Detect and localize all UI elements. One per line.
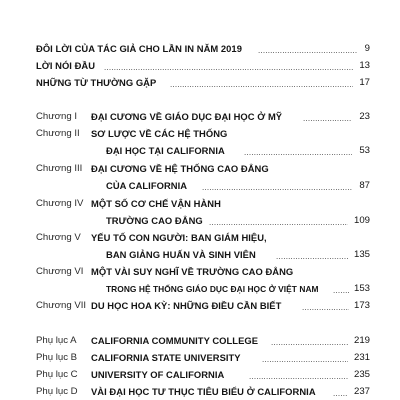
toc-entry-appendix-c: Phụ lục C UNIVERSITY OF CALIFORNIA ..... 235: [0, 367, 400, 383]
toc-entry-chapter-6: [0, 264, 400, 280]
entry-title: YẾU TỐ CON NGƯỜI: BAN GIÁM HIỆU,: [91, 232, 267, 243]
entry-title: UNIVERSITY OF CALIFORNIA: [91, 369, 225, 380]
chapter-label: Chương I: [36, 111, 77, 122]
entry-title-line-2: TRONG HỆ THỐNG GIÁO DỤC ĐẠI HỌC Ở VIỆT NAM: [106, 284, 319, 294]
dot-leader: [170, 75, 353, 91]
dot-leader: [202, 178, 353, 194]
entry-title: CALIFORNIA COMMUNITY COLLEGE: [91, 335, 259, 346]
entry-title: CALIFORNIA STATE UNIVERSITY: [91, 352, 241, 363]
toc-entry-appendix-d: Phụ lục D VÀI ĐẠI HỌC TƯ THỤC TIÊU BIỂU Ở CALIFORNIA ..... 237: [0, 384, 400, 400]
dot-leader: [333, 384, 348, 400]
dot-leader: [333, 281, 349, 297]
appendix-label: Phụ lục B: [36, 352, 78, 363]
entry-title: MỘT SỐ CƠ CHẾ VẬN HÀNH: [91, 198, 221, 209]
toc-entry-foreword-2019: ĐÔI LỜI CỦA TÁC GIẢ CHO LẦN IN NĂM 2019 ..... 9: [0, 41, 400, 57]
toc-entry-chapter-5: [0, 230, 400, 246]
appendix-label: Phụ lục D: [36, 386, 78, 397]
toc-entry-appendix-a: Phụ lục A CALIFORNIA COMMUNITY COLLEGE ..... 219: [0, 333, 400, 349]
entry-title: ĐẠI CƯƠNG VỀ HỆ THỐNG CAO ĐẲNG: [91, 163, 269, 174]
entry-title: ĐẠI CƯƠNG VỀ GIÁO DỤC ĐẠI HỌC Ở MỸ: [91, 111, 283, 122]
entry-title: VÀI ĐẠI HỌC TƯ THỤC TIÊU BIỂU Ở CALIFORNIA: [91, 386, 316, 397]
chapter-label: Chương IV: [36, 198, 84, 209]
entry-title-line-2: CỦA CALIFORNIA: [106, 180, 188, 191]
toc-entry-chapter-3: [0, 161, 400, 177]
entry-title: SƠ LƯỢC VỀ CÁC HỆ THỐNG: [91, 128, 228, 139]
dot-leader: [302, 298, 349, 314]
toc-entry-chapter-4-continued: TRƯỜNG CAO ĐẲNG ..... 109: [0, 213, 400, 229]
entry-title: MỘT VÀI SUY NGHĨ VỀ TRƯỜNG CAO ĐẲNG: [91, 266, 294, 277]
entry-title: NHỮNG TỪ THƯỜNG GẶP: [36, 77, 157, 88]
toc-entry-chapter-3-continued: CỦA CALIFORNIA ..... 87: [0, 178, 400, 194]
toc-entry-chapter-5-continued: BAN GIẢNG HUẤN VÀ SINH VIÊN ..... 135: [0, 247, 400, 263]
dot-leader: [104, 58, 354, 74]
dot-leader: [271, 333, 348, 349]
toc-entry-chapter-1: Chương I ĐẠI CƯƠNG VỀ GIÁO DỤC ĐẠI HỌC Ở MỸ ..... 23: [0, 109, 400, 125]
toc-entry-chapter-2: [0, 126, 400, 142]
appendix-label: Phụ lục C: [36, 369, 78, 380]
chapter-label: Chương II: [36, 128, 80, 139]
dot-leader: [276, 247, 349, 263]
entry-title: LỜI NÓI ĐẦU: [36, 60, 96, 71]
dot-leader: [262, 350, 348, 366]
toc-entry-chapter-2-continued: ĐẠI HỌC TẠI CALIFORNIA ..... 53: [0, 143, 400, 159]
entry-title-line-2: ĐẠI HỌC TẠI CALIFORNIA: [106, 145, 225, 156]
toc-entry-preface: LỜI NÓI ĐẦU ..... 13: [0, 58, 400, 74]
dot-leader: [209, 213, 348, 229]
toc-entry-chapter-7: Chương VII DU HỌC HOA KỲ: NHỮNG ĐIỀU CẦN BIẾT ..... 173: [0, 298, 400, 314]
chapter-label: Chương VI: [36, 266, 84, 277]
entry-title: DU HỌC HOA KỲ: NHỮNG ĐIỀU CẦN BIẾT: [91, 300, 282, 311]
entry-title: ĐÔI LỜI CỦA TÁC GIẢ CHO LẦN IN NĂM 2019: [36, 43, 242, 54]
toc-entry-appendix-b: Phụ lục B CALIFORNIA STATE UNIVERSITY ..... 231: [0, 350, 400, 366]
toc-entry-common-terms: NHỮNG TỪ THƯỜNG GẶP ..... 17: [0, 75, 400, 91]
dot-leader: [303, 109, 352, 125]
appendix-label: Phụ lục A: [36, 335, 77, 346]
dot-leader: [249, 367, 348, 383]
dot-leader: [244, 143, 352, 159]
entry-title-line-2: BAN GIẢNG HUẤN VÀ SINH VIÊN: [106, 249, 256, 260]
entry-title-line-2: TRƯỜNG CAO ĐẲNG: [106, 215, 203, 226]
toc-entry-chapter-4: [0, 196, 400, 212]
dot-leader: [258, 41, 357, 57]
chapter-label: Chương V: [36, 232, 81, 243]
chapter-label: Chương III: [36, 163, 83, 174]
chapter-label: Chương VII: [36, 300, 87, 311]
toc-entry-chapter-6-continued: TRONG HỆ THỐNG GIÁO DỤC ĐẠI HỌC Ở VIỆT NAM ..... 153: [0, 281, 400, 297]
